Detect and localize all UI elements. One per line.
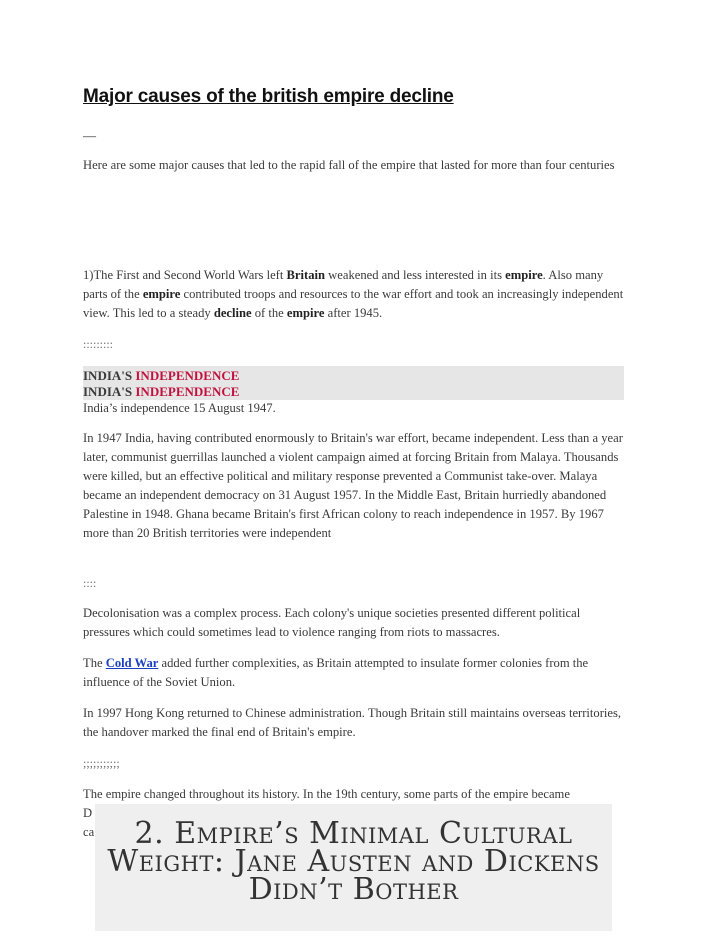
cold-war-after: added further complexities, as Britain attempted to insulate former colonies from the influence of the Soviet Union. [83, 656, 589, 689]
separator-colons-2: :::: [83, 576, 97, 590]
paragraph-hong-kong: In 1997 Hong Kong returned to Chinese administration. Though Britain still maintains overseas territories, the handover marked the final end of Britain's empire. [83, 706, 622, 739]
cause-1-paragraph [83, 266, 624, 323]
paragraph-cold-war [83, 654, 624, 692]
title-dash: — [83, 128, 96, 143]
cause-1-bold-empire-1: empire [505, 268, 543, 282]
separator-semicolons: ;;;;;;;;;;; [83, 756, 120, 770]
partial-line-3: ca [83, 825, 95, 839]
separator-colons-1: ::::::::: [83, 337, 114, 351]
cause-1-text-6: after 1945. [324, 306, 383, 320]
cause-1-bold-britain: Britain [286, 268, 326, 282]
partial-line-2: D [83, 806, 93, 820]
cause-1-text-2: weakened and less interested in its [325, 268, 506, 282]
cold-war-before: The [83, 656, 106, 670]
cause-1-bold-empire-2: empire [142, 287, 181, 301]
india-heading-accent-1: INDEPENDENCE [135, 368, 240, 383]
india-heading-prefix-1: INDIA'S [83, 368, 136, 383]
cause-1-text-5: of the [251, 306, 287, 320]
paragraph-empire-changed: The empire changed throughout its history. In the 19th century, some parts of the empire became [83, 787, 570, 801]
independence-date-line: India’s independence 15 August 1947. [83, 401, 276, 415]
india-heading-accent-2: INDEPENDENCE [135, 384, 240, 399]
cause-1-text-4: contributed troops and resources to the war effort and took an increasingly independent view. This led to a steady [83, 287, 624, 320]
cause-1-bold-decline: decline [213, 306, 252, 320]
document-title: Major causes of the british empire decline [83, 86, 454, 107]
cause-1-text-3: . Also many parts of the [83, 268, 604, 301]
india-heading-line-2 [83, 384, 239, 400]
intro-paragraph: Here are some major causes that led to the rapid fall of the empire that lasted for more than four centuries [83, 158, 615, 172]
india-heading-prefix-2: INDIA'S [83, 384, 136, 399]
india-heading-line-1 [83, 368, 239, 384]
caption-overlay [95, 804, 612, 931]
paragraph-1947: In 1947 India, having contributed enormously to Britain's war effort, became independent. Less than a year later, communist guerrillas launched a violent campaign aimed at forcing Britain from Malaya. Thousands were killed, but an effective political and military response prevented a Communist take-over. Malaya became an independent democracy on 31 August 1957. In the Middle East, Britain hurriedly abandoned Palestine in 1948. Ghana became Britain's first African colony to reach independence in 1957. By 1967 more than 20 British territories were independent [83, 431, 623, 540]
cold-war-link[interactable]: Cold War [105, 656, 159, 670]
overlay-caption: 2. Empire’s Minimal Cultural Weight: Jane Austen and Dickens Didn’t Bother [107, 816, 600, 907]
cause-1-text-1: 1)The First and Second World Wars left [83, 268, 287, 282]
cause-1-bold-empire-3: empire [286, 306, 325, 320]
paragraph-decolonisation: Decolonisation was a complex process. Each colony's unique societies presented different political pressures which could sometimes lead to violence ranging from riots to massacres. [83, 606, 581, 639]
